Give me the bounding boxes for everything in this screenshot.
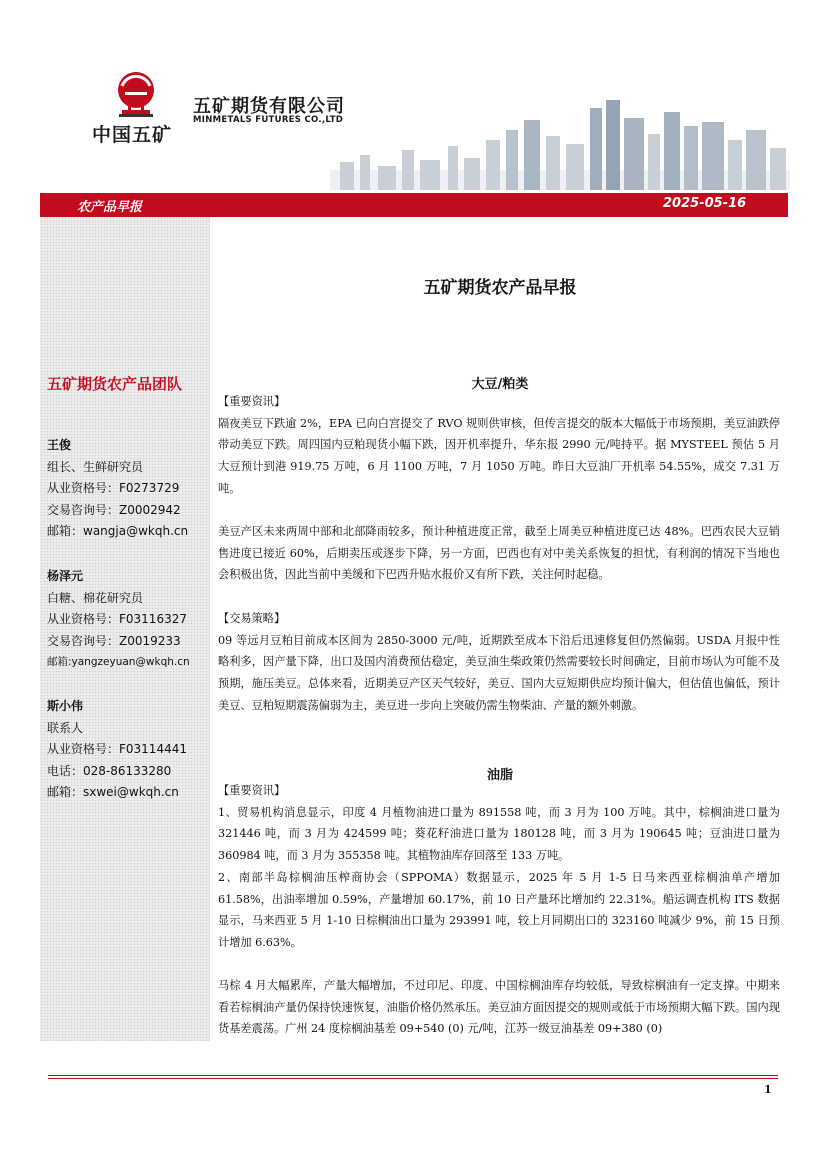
report-title: 五矿期货农产品早报 [423,278,577,298]
company-name-en: MINMETALS FUTURES CO.,LTD [193,115,344,125]
news-paragraph: 美豆产区未来两周中部和北部降雨较多，预计种植进度正常，截至上周美豆种植进度已达 48%。巴西农民大豆销售进度已接近 60%，后期卖压或逐步下降，另一方面，巴西也有对中美关系恢复的担忧，有利润的情况下当地也会积极出货，因此当前中美缓和下巴西升贴水报价又有所下跌，关注何时起稳。 [218,525,780,582]
analyst-license: 从业资格号：F03114441 [47,742,187,756]
soybean-outlook-block [218,521,780,586]
analyst-email: 邮箱：sxwei@wkqh.cn [47,785,179,799]
report-category-label: 农产品早报 [77,200,143,215]
analyst-role: 白糖、棉花研究员 [47,590,144,605]
analyst-card [47,696,187,804]
minmetals-emblem-logo [116,70,156,118]
strategy-tag: 【交易策略】 [218,612,286,625]
analyst-license: 从业资格号：F0273729 [47,481,180,495]
section-heading-soybean: 大豆/粕类 [471,377,529,392]
news-paragraph: 隔夜美豆下跌逾 2%，EPA 已向白宫提交了 RVO 规则供审核，但传言提交的版本大幅低于市场预期，美豆油跌停带动美豆下跌。周四国内豆粕现货小幅下跌，因开机率提升，华东报 2990 元/吨持平。据 MYSTEEL 预估 5 月大豆预计到港 919.75 万吨，6 月 1100 万吨，7 月 1050 万吨。昨日大豆油厂开机率 54.55%，成交 7.31 万吨。 [218,416,780,495]
footer-divider [48,1078,778,1079]
analyst-email: 邮箱：wangja@wkqh.cn [47,524,189,538]
oils-outlook-block [218,975,780,1040]
analyst-name: 斯小伟 [47,699,84,713]
analyst-consult-no: 交易咨询号：Z0002942 [47,502,181,517]
analyst-card [47,566,190,674]
city-skyline-graphic [330,100,790,190]
oils-news-block [218,780,780,954]
news-tag: 【重要资讯】 [218,395,286,408]
soybean-strategy-block [218,608,780,717]
analyst-name: 杨泽元 [47,569,84,583]
analyst-license: 从业资格号：F03116327 [47,612,187,626]
analyst-role: 组长、生鲜研究员 [47,459,144,474]
news-paragraph: 马棕 4 月大幅累库，产量大幅增加，不过印尼、印度、中国棕榈油库存均较低，导致棕榈油有一定支撑。中期来看若棕榈油产量仍保持快速恢复，油脂价格仍然承压。美豆油方面因提交的规则或低于市场预期大幅下跌。国内现货基差震荡。广州 24 度棕榈油基差 09+540 (0) 元/吨，江苏一级豆油基差 09+380 (0) [218,979,780,1036]
soybean-news-block [218,391,780,500]
analyst-role: 联系人 [47,720,84,735]
logo-chinese-text: 中国五矿 [92,124,173,146]
analyst-card [47,435,188,543]
news-tag: 【重要资讯】 [218,784,286,797]
news-paragraph: 1、贸易机构消息显示，印度 4 月植物油进口量为 891558 吨，而 3 月为 100 万吨。其中，棕榈油进口量为 321446 吨，而 3 月为 424599 吨；葵花籽油进口量为 180128 吨，而 3 月为 190645 吨；豆油进口量为 360984 吨，而 3 月为 355358 吨。其植物油库存回落至 133 万吨。 [218,805,780,863]
analyst-name: 王俊 [47,438,72,452]
report-date: 2025-05-16 [663,196,747,211]
analyst-consult-no: 交易咨询号：Z0019233 [47,633,181,648]
section-heading-oils: 油脂 [486,768,513,783]
analyst-email: 邮箱:yangzeyuan@wkqh.cn [47,656,190,668]
company-name-cn: 五矿期货有限公司 [193,96,345,117]
team-title: 五矿期货农产品团队 [47,375,183,393]
strategy-paragraph: 09 等远月豆粕目前成本区间为 2850-3000 元/吨，近期跌至成本下沿后迅速修复但仍然偏弱。USDA 月报中性略利多，因产量下降，出口及国内消费预估稳定，美豆油生柴政策仍然需要较长时间确定，目前市场认为可能不及预期，施压美豆。总体来看，近期美豆产区天气较好，美豆、国内大豆短期供应均预计偏大，但估值也偏低，预计美豆、豆粕短期震荡偏弱为主，美豆进一步向上突破仍需生物柴油、产量的额外刺激。 [218,633,780,712]
footer-divider [48,1075,778,1076]
page-number: 1 [764,1083,772,1096]
news-paragraph: 2、南部半岛棕榈油压榨商协会（SPPOMA）数据显示，2025 年 5 月 1-5 日马来西亚棕榈油单产增加 61.58%，出油率增加 0.59%，产量增加 60.17%，前 10 日产量环比增加约 22.31%。船运调查机构 ITS 数据显示，马来西亚 5 月 1-10 日棕榈油出口量为 293991 吨，较上月同期出口的 323160 吨减少 9%，前 15 日预计增加 6.63%。 [218,870,780,949]
analyst-phone: 电话：028-86133280 [47,763,172,778]
